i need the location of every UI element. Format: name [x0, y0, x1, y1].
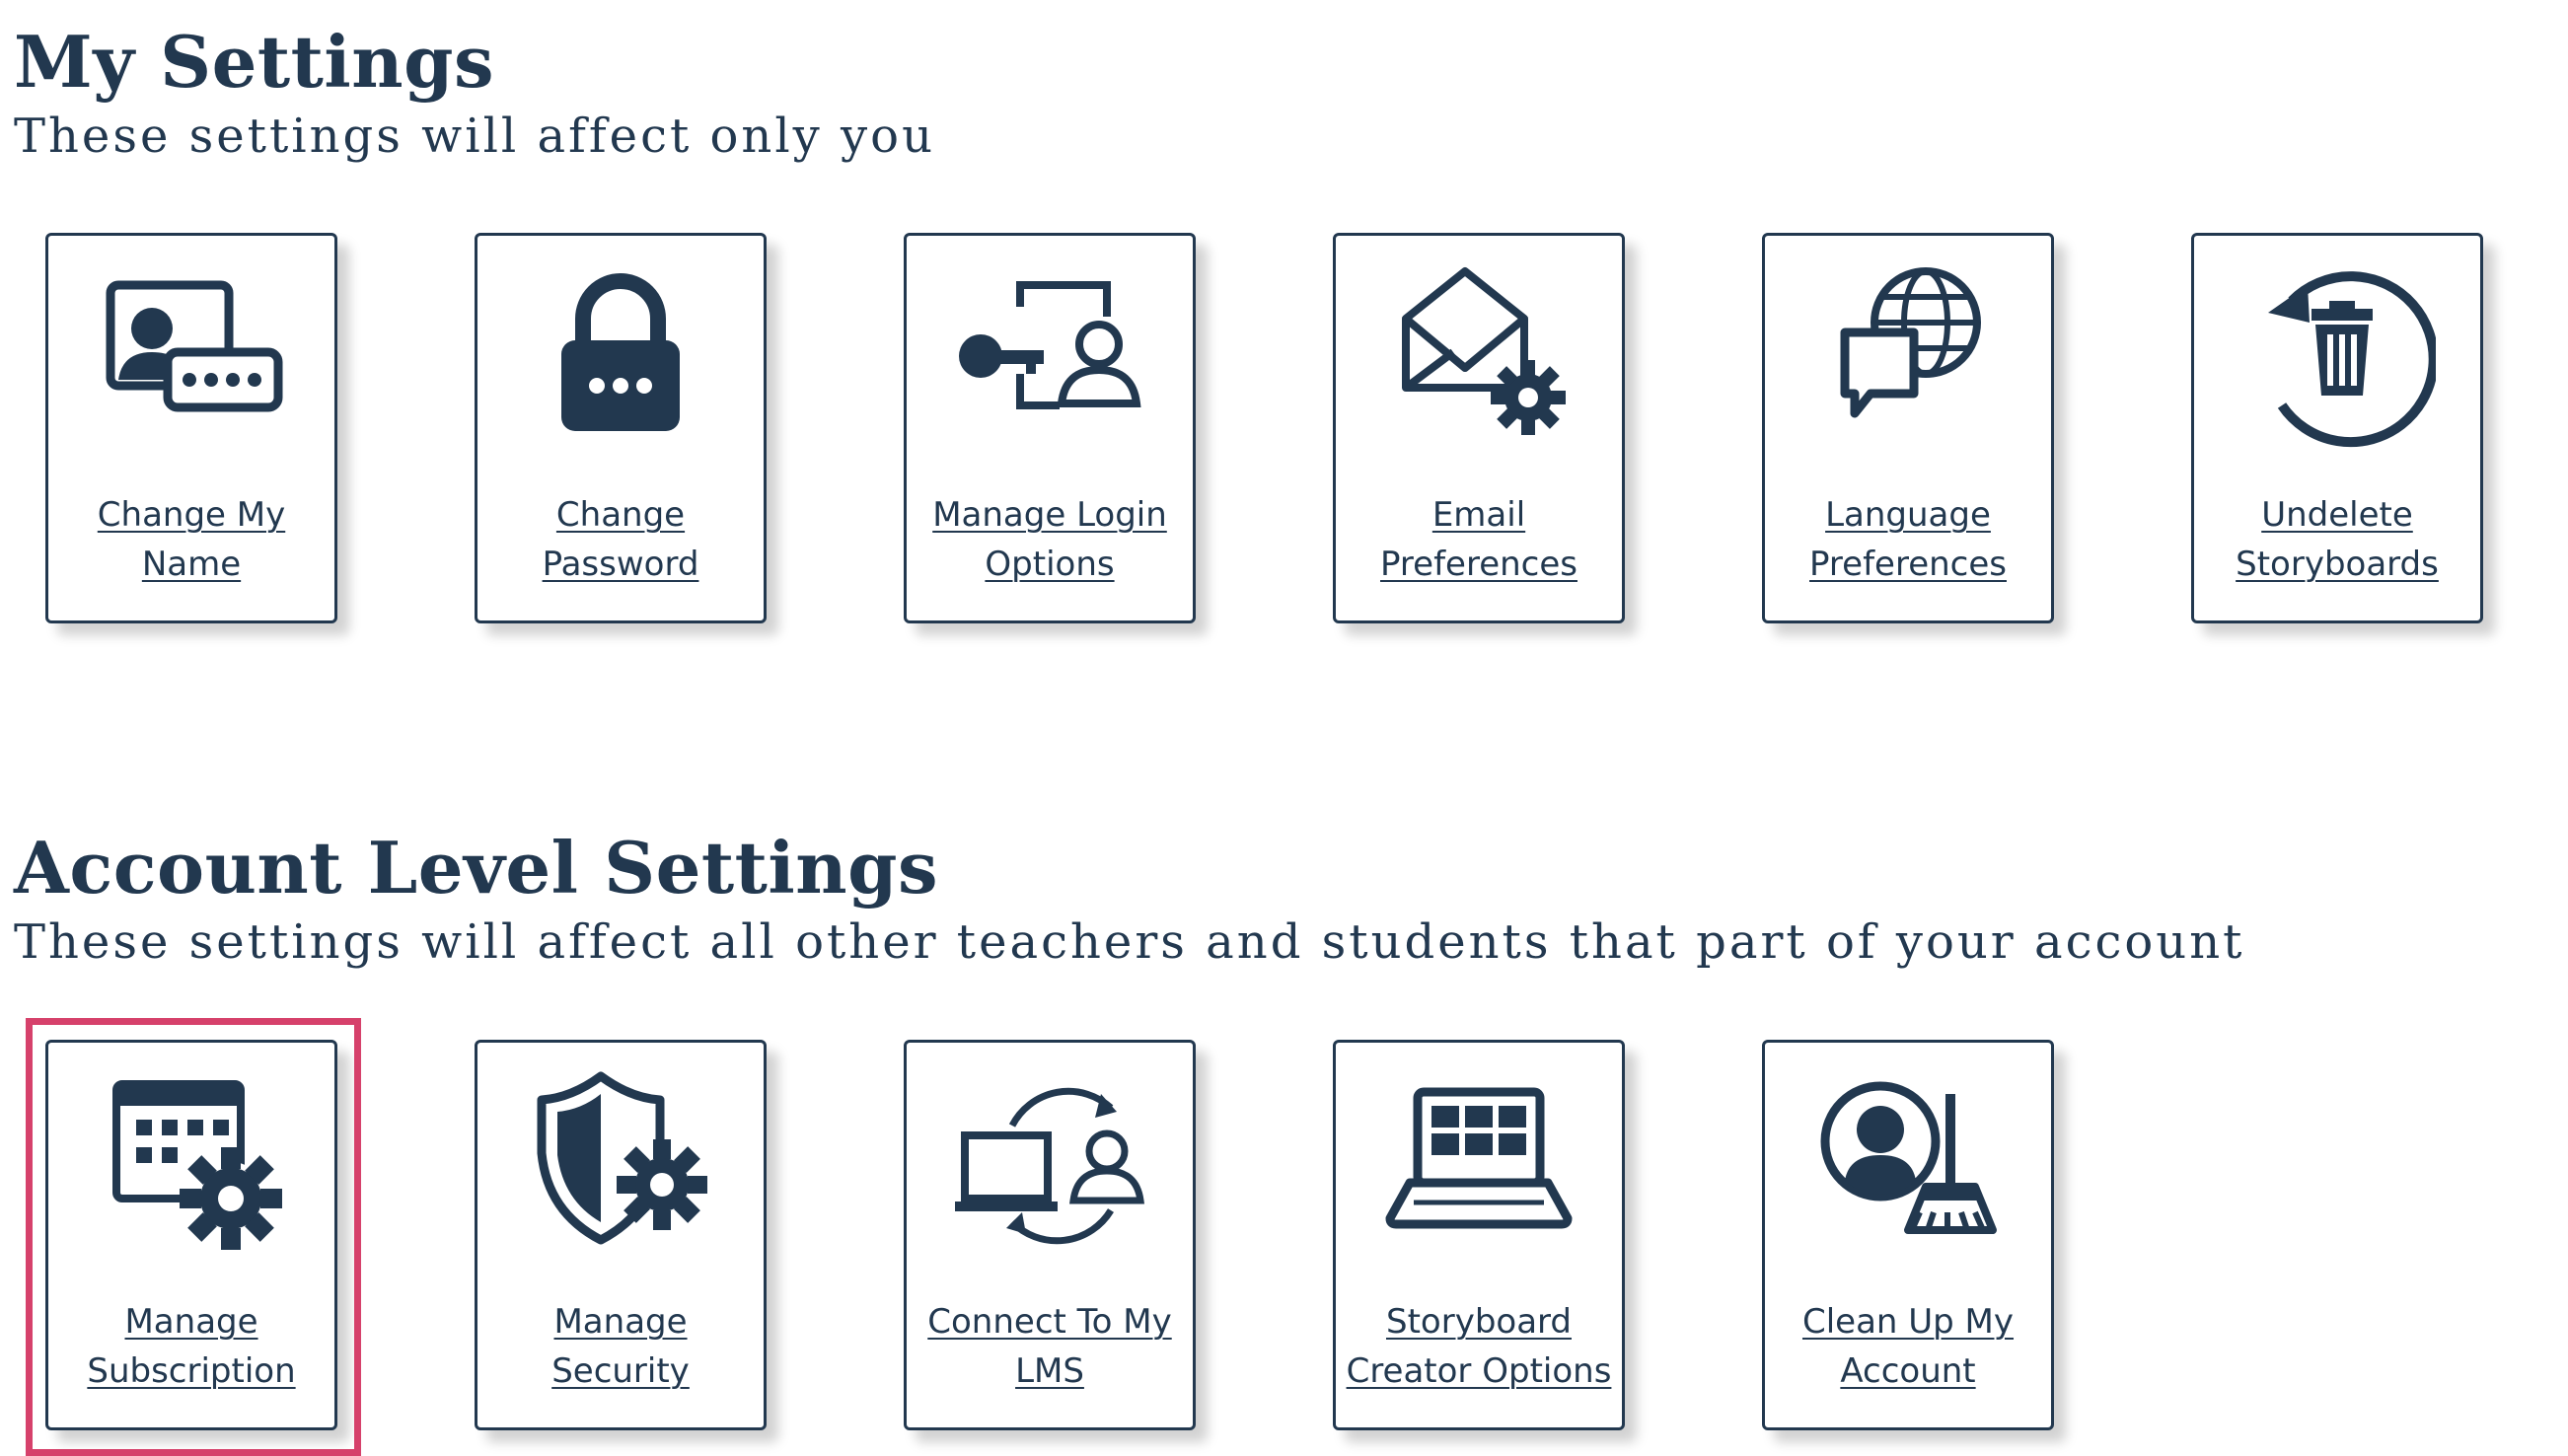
laptop-grid-icon — [1380, 1064, 1577, 1262]
connect-to-my-lms-tile[interactable] — [904, 1040, 1196, 1430]
key-login-icon — [951, 257, 1148, 455]
storyboard-creator-options-link[interactable] — [1336, 1297, 1622, 1396]
padlock-icon — [522, 257, 719, 455]
clean-up-my-account-tile[interactable] — [1762, 1040, 2054, 1430]
manage-login-options-tile[interactable] — [904, 233, 1196, 623]
tile-label-line1: Change My — [97, 495, 286, 535]
tile-label-line1: Email — [1431, 495, 1526, 535]
account-settings-subtitle: These settings will affect all other teachers and students that part of your account — [14, 914, 2245, 970]
tile-label-line1: Clean Up My — [1801, 1302, 2015, 1342]
id-card-password-icon — [93, 257, 290, 455]
tile-label-line2: Storyboards — [2236, 545, 2439, 584]
manage-security-tile[interactable] — [475, 1040, 767, 1430]
tile-label-line2: Preferences — [1380, 545, 1577, 584]
manage-subscription-link[interactable] — [48, 1297, 334, 1396]
manage-login-options-link[interactable] — [907, 490, 1193, 589]
my-settings-header — [14, 18, 935, 166]
email-preferences-tile[interactable] — [1333, 233, 1625, 623]
tile-label-line2: Creator Options — [1346, 1351, 1612, 1391]
tile-label-line2: Preferences — [1809, 545, 2007, 584]
my-settings-tiles — [45, 233, 2483, 623]
change-my-name-tile[interactable] — [45, 233, 337, 623]
change-password-tile[interactable] — [475, 233, 767, 623]
storyboard-creator-options-tile[interactable] — [1333, 1040, 1625, 1430]
globe-chat-icon — [1809, 257, 2007, 455]
account-settings-tiles — [45, 1040, 2054, 1430]
tile-label-line2: Subscription — [87, 1351, 296, 1391]
tile-label-line1: Language — [1825, 495, 1991, 535]
tile-label-line2: Options — [985, 545, 1115, 584]
manage-security-link[interactable] — [477, 1297, 764, 1396]
tile-label-line1: Change — [555, 495, 686, 535]
my-settings-subtitle: These settings will affect only you — [14, 109, 935, 164]
trash-restore-icon — [2238, 257, 2436, 455]
tile-label-line2: Security — [551, 1351, 690, 1391]
email-preferences-link[interactable] — [1336, 490, 1622, 589]
undelete-storyboards-link[interactable] — [2194, 490, 2480, 589]
language-preferences-link[interactable] — [1765, 490, 2051, 589]
manage-subscription-tile[interactable] — [45, 1040, 337, 1430]
change-my-name-link[interactable] — [48, 490, 334, 589]
calendar-gear-icon — [93, 1064, 290, 1262]
change-password-link[interactable] — [477, 490, 764, 589]
user-broom-icon — [1809, 1064, 2007, 1262]
tile-label-line1: Storyboard — [1386, 1302, 1572, 1342]
envelope-gear-icon — [1380, 257, 1577, 455]
tile-label-line1: Undelete — [2261, 495, 2413, 535]
tile-label-line1: Manage Login — [932, 495, 1167, 535]
connect-to-my-lms-link[interactable] — [907, 1297, 1193, 1396]
clean-up-my-account-link[interactable] — [1765, 1297, 2051, 1396]
tile-label-line2: Account — [1840, 1351, 1976, 1391]
account-settings-title: Account Level Settings — [14, 826, 938, 910]
tile-label-line2: Password — [542, 545, 699, 584]
laptop-sync-user-icon — [951, 1064, 1148, 1262]
shield-gear-icon — [522, 1064, 719, 1262]
my-settings-title: My Settings — [14, 20, 494, 104]
undelete-storyboards-tile[interactable] — [2191, 233, 2483, 623]
tile-label-line2: LMS — [1015, 1351, 1084, 1391]
tile-label-line2: Name — [141, 545, 242, 584]
tile-label-line1: Manage — [124, 1302, 258, 1342]
language-preferences-tile[interactable] — [1762, 233, 2054, 623]
account-settings-header — [14, 824, 2244, 972]
tile-label-line1: Manage — [553, 1302, 688, 1342]
tile-label-line1: Connect To My — [927, 1302, 1172, 1342]
